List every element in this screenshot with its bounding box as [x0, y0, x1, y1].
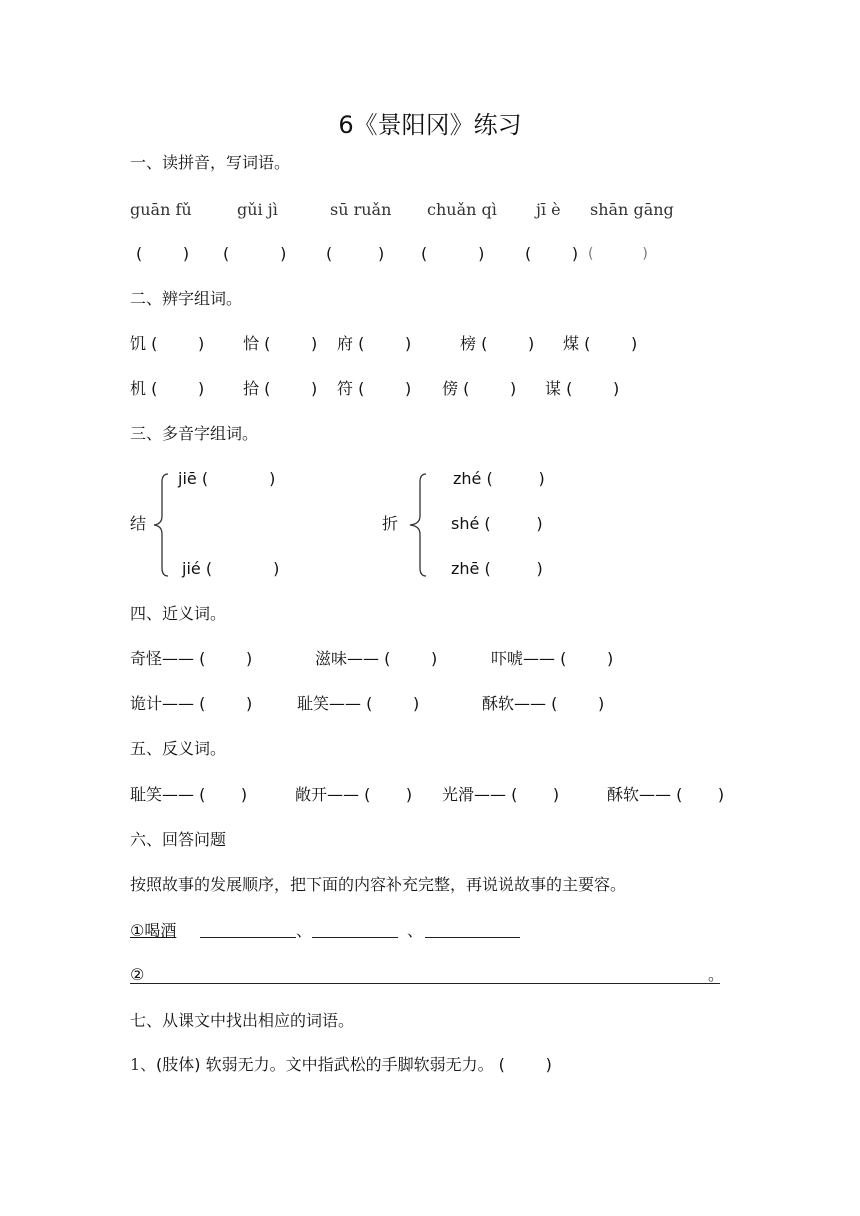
- question-prompt: 按照故事的发展顺序，把下面的内容补充完整，再说说故事的主要容。: [130, 875, 627, 894]
- question-text[interactable]: (肢体) 软弱无力。文中指武松的手脚软弱无力。 ( ): [156, 1055, 552, 1074]
- reading-jie2[interactable]: jié ( ): [182, 559, 280, 578]
- reading-zhe2[interactable]: shé ( ): [451, 514, 543, 533]
- antonym-4[interactable]: 酥软—— ( ): [607, 785, 725, 804]
- pinyin-5: jī è: [536, 200, 561, 219]
- answer-blank-3[interactable]: ( ): [326, 244, 385, 263]
- antonym-2[interactable]: 敞开—— ( ): [295, 785, 413, 804]
- answer-line[interactable]: [312, 937, 398, 938]
- pinyin-6: shān gāng: [590, 200, 674, 219]
- section-heading-7: 七、从课文中找出相应的词语。: [130, 1011, 355, 1030]
- synonym-6[interactable]: 酥软—— ( ): [482, 694, 605, 713]
- reading-jie1[interactable]: jiē ( ): [178, 469, 276, 488]
- char-group-6[interactable]: 机 ( ): [130, 379, 205, 398]
- synonym-1[interactable]: 奇怪—— ( ): [130, 649, 253, 668]
- synonym-3[interactable]: 吓唬—— ( ): [491, 649, 614, 668]
- char-group-2[interactable]: 恰 ( ): [243, 334, 318, 353]
- reading-zhe3[interactable]: zhē ( ): [451, 559, 543, 578]
- separator: 、: [296, 921, 313, 940]
- pinyin-2: gǔi jì: [237, 200, 278, 219]
- synonym-2[interactable]: 滋味—— ( ): [315, 649, 438, 668]
- pinyin-3: sū ruǎn: [330, 200, 392, 219]
- page-title: 6《景阳冈》练习: [338, 111, 522, 139]
- answer-line[interactable]: [200, 937, 296, 938]
- answer-blank-1[interactable]: ( ): [136, 244, 190, 263]
- story-step-1: ①喝酒: [130, 921, 177, 940]
- period: 。: [708, 965, 725, 984]
- answer-line[interactable]: [425, 937, 520, 938]
- char-group-10[interactable]: 谋 ( ): [545, 379, 620, 398]
- section-heading-4: 四、近义词。: [130, 604, 227, 623]
- answer-blank-6[interactable]: ( ): [588, 246, 648, 262]
- char-group-9[interactable]: 傍 ( ): [442, 379, 517, 398]
- separator: 、: [407, 921, 424, 940]
- section-heading-3: 三、多音字组词。: [130, 424, 259, 443]
- answer-blank-5[interactable]: ( ): [525, 244, 579, 263]
- section-heading-1: 一、读拼音，写词语。: [130, 153, 291, 172]
- question-number: 1、: [130, 1055, 157, 1074]
- answer-blank-4[interactable]: ( ): [421, 244, 485, 263]
- char-group-1[interactable]: 饥 ( ): [130, 334, 205, 353]
- antonym-3[interactable]: 光滑—— ( ): [442, 785, 560, 804]
- story-step-2: ②: [130, 965, 145, 984]
- section-heading-2: 二、辨字组词。: [130, 289, 243, 308]
- char-group-7[interactable]: 拾 ( ): [243, 379, 318, 398]
- section-heading-6: 六、回答问题: [130, 830, 227, 849]
- char-group-3[interactable]: 府 ( ): [337, 334, 412, 353]
- section-heading-5: 五、反义词。: [130, 739, 227, 758]
- reading-zhe1[interactable]: zhé ( ): [453, 469, 545, 488]
- brace-icon: [404, 470, 430, 580]
- polyphone-char-zhe: 折: [382, 514, 399, 533]
- char-group-8[interactable]: 符 ( ): [337, 379, 412, 398]
- answer-blank-2[interactable]: ( ): [223, 244, 287, 263]
- char-group-5[interactable]: 煤 ( ): [563, 334, 638, 353]
- antonym-1[interactable]: 耻笑—— ( ): [130, 785, 248, 804]
- pinyin-1: guān fǔ: [130, 200, 192, 219]
- pinyin-4: chuǎn qì: [427, 200, 497, 219]
- char-group-4[interactable]: 榜 ( ): [460, 334, 535, 353]
- answer-line[interactable]: [130, 983, 720, 984]
- synonym-4[interactable]: 诡计—— ( ): [130, 694, 253, 713]
- polyphone-char-jie: 结: [130, 514, 147, 533]
- synonym-5[interactable]: 耻笑—— ( ): [297, 694, 420, 713]
- brace-icon: [150, 470, 174, 580]
